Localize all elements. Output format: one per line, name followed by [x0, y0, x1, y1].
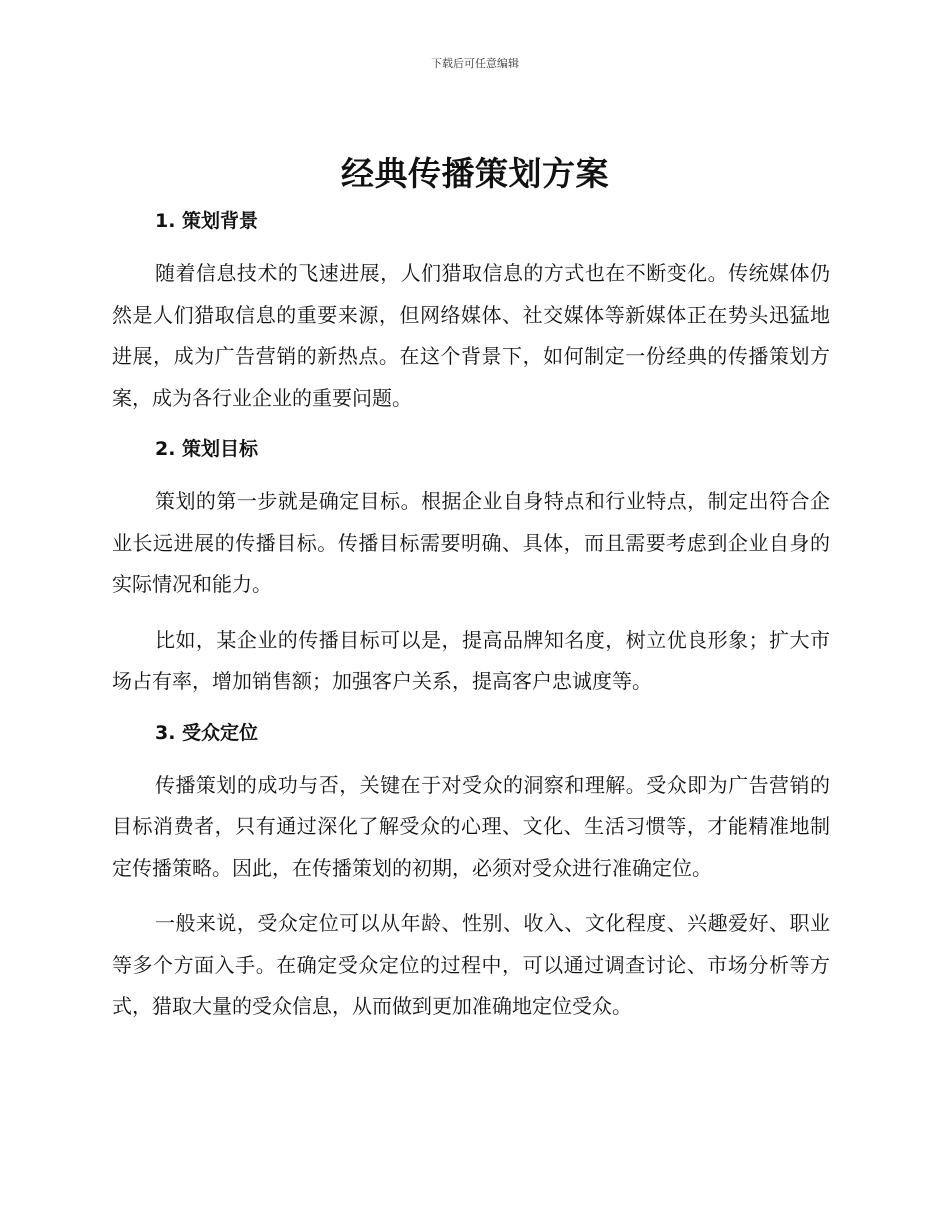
- page-title: 经典传播策划方案: [341, 154, 609, 193]
- section-audience: [112, 717, 830, 1028]
- section-heading: 2. 策划目标: [155, 438, 259, 460]
- section-paragraph: 比如，某企业的传播目标可以是，提高品牌知名度，树立优良形象；扩大市场占有率，增加销售额；加强客户关系，提高客户忠诚度等。: [112, 627, 830, 693]
- section-background: [112, 205, 830, 433]
- section-heading: 3. 受众定位: [155, 721, 259, 744]
- document-body: [112, 205, 830, 1028]
- section-paragraph: 一般来说，受众定位可以从年龄、性别、收入、文化程度、兴趣爱好、职业等多个方面入手。在确定受众定位的过程中，可以通过调查讨论、市场分析等方式，猎取大量的受众信息，从而做到更加准确地定位受众。: [112, 911, 830, 1018]
- section-goals: [112, 433, 830, 717]
- section-paragraph: 随着信息技术的飞速进展，人们猎取信息的方式也在不断变化。传统媒体仍然是人们猎取信息的重要来源，但网络媒体、社交媒体等新媒体正在势头迅猛地进展，成为广告营销的新热点。在这个背景下，如何制定一份经典的传播策划方案，成为各行业企业的重要问题。: [112, 261, 830, 410]
- header-note: 下载后可任意编辑: [431, 57, 519, 70]
- section-paragraph: 策划的第一步就是确定目标。根据企业自身特点和行业特点，制定出符合企业长远进展的传播目标。传播目标需要明确、具体，而且需要考虑到企业自身的实际情况和能力。: [112, 489, 830, 596]
- section-paragraph: 传播策划的成功与否，关键在于对受众的洞察和理解。受众即为广告营销的目标消费者，只有通过深化了解受众的心理、文化、生活习惯等，才能精准地制定传播策略。因此，在传播策划的初期，必须对受众进行准确定位。: [112, 772, 830, 880]
- section-heading: 1. 策划背景: [155, 210, 259, 232]
